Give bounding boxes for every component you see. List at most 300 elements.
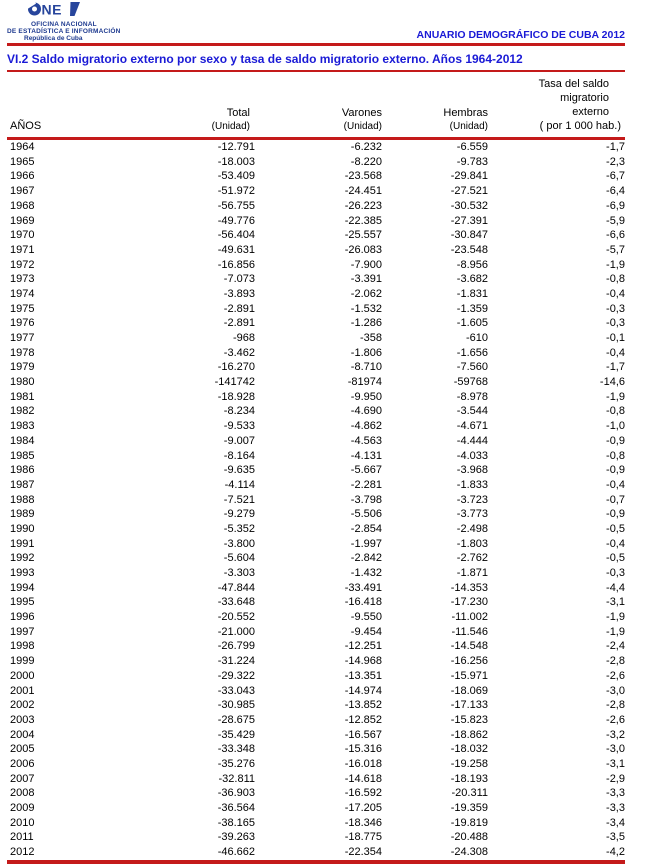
hembras-cell: -1.803 xyxy=(456,537,488,550)
varones-cell: -5.506 xyxy=(350,508,382,521)
tasa-cell: -0,9 xyxy=(606,434,625,447)
hembras-cell: -23.548 xyxy=(450,243,488,256)
hembras-cell: -18.193 xyxy=(450,772,488,785)
varones-cell: -13.351 xyxy=(344,669,382,682)
total-cell: -16.856 xyxy=(217,258,255,271)
varones-cell: -8.220 xyxy=(350,155,382,168)
total-cell: -4.114 xyxy=(224,478,255,491)
col-header-tasa-line3: externo xyxy=(572,106,609,119)
varones-cell: -24.451 xyxy=(344,185,382,198)
divider-bottom xyxy=(7,860,625,864)
varones-cell: -4.862 xyxy=(350,420,382,433)
varones-cell: -9.454 xyxy=(350,625,382,638)
varones-cell: -2.854 xyxy=(350,522,382,535)
tasa-cell: -0,4 xyxy=(606,537,625,550)
total-cell: -51.972 xyxy=(217,185,255,198)
table-row xyxy=(7,302,625,317)
hembras-cell: -20.488 xyxy=(450,831,488,844)
total-cell: -18.003 xyxy=(217,155,255,168)
tasa-cell: -0,4 xyxy=(606,287,625,300)
org-name-line2: DE ESTADÍSTICA E INFORMACIÓN xyxy=(7,28,121,36)
table-row xyxy=(7,537,625,552)
hembras-cell: -3.682 xyxy=(456,273,488,286)
varones-cell: -12.852 xyxy=(344,713,382,726)
org-name-line1: OFICINA NACIONAL xyxy=(31,21,97,28)
table-row xyxy=(7,786,625,801)
varones-cell: -1.286 xyxy=(350,317,382,330)
hembras-cell: -8.978 xyxy=(456,390,488,403)
table-row xyxy=(7,404,625,419)
tasa-cell: -1,9 xyxy=(606,390,625,403)
table-row xyxy=(7,258,625,273)
table-row xyxy=(7,199,625,214)
varones-cell: -26.223 xyxy=(344,199,382,212)
hembras-cell: -3.723 xyxy=(456,493,488,506)
varones-cell: -9.950 xyxy=(350,390,382,403)
year-cell: 2007 xyxy=(10,772,35,785)
total-cell: -141742 xyxy=(214,376,255,389)
total-cell: -33.043 xyxy=(217,684,255,697)
year-cell: 1983 xyxy=(10,420,35,433)
varones-cell: -9.550 xyxy=(350,611,382,624)
tasa-cell: -0,4 xyxy=(606,478,625,491)
table-row xyxy=(7,360,625,375)
total-cell: -7.073 xyxy=(223,273,255,286)
tasa-cell: -3,4 xyxy=(606,816,625,829)
total-cell: -9.635 xyxy=(223,464,255,477)
org-name-line3: República de Cuba xyxy=(24,35,83,43)
varones-cell: -12.251 xyxy=(344,640,382,653)
total-cell: -8.164 xyxy=(223,449,255,462)
total-cell: -35.429 xyxy=(217,728,255,741)
tasa-cell: -3,2 xyxy=(606,728,625,741)
total-cell: -21.000 xyxy=(217,625,255,638)
year-cell: 1967 xyxy=(10,185,35,198)
table-row xyxy=(7,654,625,669)
hembras-cell: -1.871 xyxy=(456,567,488,580)
total-cell: -9.279 xyxy=(223,508,255,521)
total-cell: -3.893 xyxy=(223,287,255,300)
total-cell: -9.533 xyxy=(223,420,255,433)
hembras-cell: -2.498 xyxy=(456,522,488,535)
total-cell: -30.985 xyxy=(217,699,255,712)
col-header-anos: AÑOS xyxy=(10,120,42,133)
table-row xyxy=(7,845,625,860)
tasa-cell: -0,3 xyxy=(606,302,625,315)
table-header xyxy=(7,72,625,137)
year-cell: 1998 xyxy=(10,640,35,653)
tasa-cell: -0,9 xyxy=(606,464,625,477)
total-cell: -28.675 xyxy=(217,713,255,726)
hembras-cell: -9.783 xyxy=(456,155,488,168)
col-header-tasa-unit: ( por 1 000 hab.) xyxy=(539,120,621,133)
year-cell: 2005 xyxy=(10,743,35,756)
total-cell: -56.404 xyxy=(217,229,255,242)
hembras-cell: -7.560 xyxy=(456,361,488,374)
masthead xyxy=(7,0,625,43)
varones-cell: -25.557 xyxy=(344,229,382,242)
total-cell: -5.352 xyxy=(223,522,255,535)
total-cell: -2.891 xyxy=(223,317,255,330)
varones-cell: -23.568 xyxy=(344,170,382,183)
tasa-cell: -0,3 xyxy=(606,317,625,330)
table-row xyxy=(7,228,625,243)
tasa-cell: -0,7 xyxy=(606,493,625,506)
tasa-cell: -14,6 xyxy=(599,376,625,389)
total-cell: -35.276 xyxy=(217,757,255,770)
varones-cell: -8.710 xyxy=(350,361,382,374)
varones-cell: -3.798 xyxy=(350,493,382,506)
table-row xyxy=(7,214,625,229)
col-header-hembras-unit: (Unidad) xyxy=(449,121,488,133)
col-header-varones xyxy=(255,106,382,133)
total-cell: -26.799 xyxy=(217,640,255,653)
total-cell: -31.224 xyxy=(217,655,255,668)
hembras-cell: -3.968 xyxy=(456,464,488,477)
hembras-cell: -30.847 xyxy=(450,229,488,242)
yearbook-title: ANUARIO DEMOGRÁFICO DE CUBA 2012 xyxy=(416,29,625,42)
year-cell: 1997 xyxy=(10,625,35,638)
tasa-cell: -5,7 xyxy=(606,243,625,256)
tasa-cell: -0,8 xyxy=(606,405,625,418)
total-cell: -20.552 xyxy=(217,611,255,624)
year-cell: 2006 xyxy=(10,757,35,770)
year-cell: 1987 xyxy=(10,478,35,491)
varones-cell: -14.618 xyxy=(344,772,382,785)
hembras-cell: -11.546 xyxy=(451,625,488,638)
year-cell: 2008 xyxy=(10,787,35,800)
hembras-cell: -18.069 xyxy=(450,684,488,697)
varones-cell: -1.806 xyxy=(350,346,382,359)
tasa-cell: -2,8 xyxy=(606,655,625,668)
varones-cell: -81974 xyxy=(347,376,382,389)
year-cell: 1973 xyxy=(10,273,35,286)
year-cell: 1988 xyxy=(10,493,35,506)
varones-cell: -17.205 xyxy=(344,802,382,815)
varones-cell: -14.968 xyxy=(344,655,382,668)
col-header-total-label: Total xyxy=(226,107,250,120)
hembras-cell: -24.308 xyxy=(450,846,488,859)
varones-cell: -6.232 xyxy=(350,141,382,154)
hembras-cell: -19.819 xyxy=(450,816,488,829)
table-body xyxy=(7,140,625,860)
tasa-cell: -0,4 xyxy=(606,346,625,359)
year-cell: 1980 xyxy=(10,376,35,389)
tasa-cell: -1,7 xyxy=(606,361,625,374)
table-row xyxy=(7,449,625,464)
hembras-cell: -19.359 xyxy=(450,802,488,815)
total-cell: -16.270 xyxy=(217,361,255,374)
table-row xyxy=(7,478,625,493)
table-row xyxy=(7,757,625,772)
varones-cell: -358 xyxy=(359,332,382,345)
total-cell: -49.631 xyxy=(217,243,255,256)
varones-cell: -2.062 xyxy=(350,287,382,300)
tasa-cell: -3,3 xyxy=(606,787,625,800)
hembras-cell: -59768 xyxy=(453,376,488,389)
year-cell: 2012 xyxy=(10,846,35,859)
hembras-cell: -16.256 xyxy=(450,655,488,668)
varones-cell: -18.346 xyxy=(344,816,382,829)
table-row xyxy=(7,728,625,743)
year-cell: 1964 xyxy=(10,141,35,154)
year-cell: 1979 xyxy=(10,361,35,374)
hembras-cell: -29.841 xyxy=(450,170,488,183)
varones-cell: -13.852 xyxy=(344,699,382,712)
onei-logo-icon xyxy=(28,2,121,21)
varones-cell: -18.775 xyxy=(344,831,382,844)
total-cell: -53.409 xyxy=(217,170,255,183)
hembras-cell: -1.605 xyxy=(456,317,488,330)
table-row xyxy=(7,375,625,390)
table-row xyxy=(7,742,625,757)
total-cell: -33.348 xyxy=(217,743,255,756)
year-cell: 1995 xyxy=(10,596,35,609)
tasa-cell: -6,4 xyxy=(606,185,625,198)
table-row xyxy=(7,522,625,537)
table-row xyxy=(7,184,625,199)
table-row xyxy=(7,551,625,566)
varones-cell: -16.567 xyxy=(344,728,382,741)
table-row xyxy=(7,669,625,684)
year-cell: 1984 xyxy=(10,434,35,447)
total-cell: -29.322 xyxy=(217,669,255,682)
year-cell: 2011 xyxy=(10,831,34,844)
varones-cell: -2.842 xyxy=(350,552,382,565)
year-cell: 1991 xyxy=(10,537,35,550)
year-cell: 1968 xyxy=(10,199,35,212)
tasa-cell: -6,9 xyxy=(606,199,625,212)
hembras-cell: -3.544 xyxy=(456,405,488,418)
table-row xyxy=(7,493,625,508)
hembras-cell: -2.762 xyxy=(456,552,488,565)
year-cell: 2004 xyxy=(10,728,35,741)
hembras-cell: -610 xyxy=(465,332,488,345)
year-cell: 1982 xyxy=(10,405,35,418)
tasa-cell: -2,8 xyxy=(606,699,625,712)
year-cell: 1985 xyxy=(10,449,35,462)
varones-cell: -15.316 xyxy=(344,743,382,756)
year-cell: 1970 xyxy=(10,229,35,242)
hembras-cell: -27.521 xyxy=(450,185,488,198)
year-cell: 1978 xyxy=(10,346,35,359)
year-cell: 1977 xyxy=(10,332,35,345)
table-row xyxy=(7,816,625,831)
hembras-cell: -8.956 xyxy=(456,258,488,271)
table-row xyxy=(7,639,625,654)
hembras-cell: -4.033 xyxy=(456,449,488,462)
year-cell: 1996 xyxy=(10,611,35,624)
col-header-tasa-line2: migratorio xyxy=(560,92,609,105)
total-cell: -38.165 xyxy=(217,816,255,829)
table-row xyxy=(7,698,625,713)
total-cell: -46.662 xyxy=(217,846,255,859)
table-row xyxy=(7,566,625,581)
year-cell: 1999 xyxy=(10,655,35,668)
tasa-cell: -1,0 xyxy=(606,420,625,433)
total-cell: -36.903 xyxy=(217,787,255,800)
tasa-cell: -1,9 xyxy=(606,625,625,638)
hembras-cell: -27.391 xyxy=(450,214,488,227)
tasa-cell: -0,3 xyxy=(606,567,625,580)
varones-cell: -1.997 xyxy=(350,537,382,550)
year-cell: 1972 xyxy=(10,258,35,271)
year-cell: 2000 xyxy=(10,669,35,682)
hembras-cell: -17.230 xyxy=(450,596,488,609)
year-cell: 1992 xyxy=(10,552,35,565)
year-cell: 1974 xyxy=(10,287,35,300)
tasa-cell: -0,9 xyxy=(606,508,625,521)
hembras-cell: -14.353 xyxy=(450,581,488,594)
col-header-varones-label: Varones xyxy=(341,107,382,120)
year-cell: 1990 xyxy=(10,522,35,535)
year-cell: 1976 xyxy=(10,317,35,330)
total-cell: -56.755 xyxy=(217,199,255,212)
total-cell: -3.303 xyxy=(223,567,255,580)
varones-cell: -1.432 xyxy=(350,567,382,580)
year-cell: 1986 xyxy=(10,464,35,477)
table-row xyxy=(7,419,625,434)
table-row xyxy=(7,801,625,816)
tasa-cell: -3,3 xyxy=(606,802,625,815)
svg-text:NE: NE xyxy=(41,2,62,16)
total-cell: -7.521 xyxy=(223,493,255,506)
year-cell: 1969 xyxy=(10,214,35,227)
varones-cell: -3.391 xyxy=(350,273,382,286)
varones-cell: -5.667 xyxy=(350,464,382,477)
col-header-varones-unit: (Unidad) xyxy=(343,121,382,133)
col-header-total xyxy=(147,106,255,133)
hembras-cell: -30.532 xyxy=(450,199,488,212)
year-cell: 1993 xyxy=(10,567,35,580)
hembras-cell: -6.559 xyxy=(456,141,488,154)
hembras-cell: -20.311 xyxy=(451,787,488,800)
varones-cell: -7.900 xyxy=(350,258,382,271)
tasa-cell: -1,7 xyxy=(606,141,625,154)
varones-cell: -22.354 xyxy=(344,846,382,859)
year-cell: 1975 xyxy=(10,302,35,315)
hembras-cell: -1.359 xyxy=(456,302,488,315)
table-row xyxy=(7,316,625,331)
total-cell: -9.007 xyxy=(223,434,255,447)
table-row xyxy=(7,713,625,728)
varones-cell: -26.083 xyxy=(344,243,382,256)
year-cell: 2002 xyxy=(10,699,35,712)
total-cell: -12.791 xyxy=(217,141,255,154)
table-row xyxy=(7,287,625,302)
varones-cell: -4.690 xyxy=(350,405,382,418)
total-cell: -32.811 xyxy=(218,772,255,785)
table-row xyxy=(7,140,625,155)
hembras-cell: -18.862 xyxy=(450,728,488,741)
total-cell: -968 xyxy=(232,332,255,345)
onei-logo-block xyxy=(7,2,121,43)
tasa-cell: -0,8 xyxy=(606,273,625,286)
tasa-cell: -3,5 xyxy=(606,831,625,844)
total-cell: -8.234 xyxy=(223,405,255,418)
hembras-cell: -11.002 xyxy=(451,611,488,624)
tasa-cell: -2,6 xyxy=(606,713,625,726)
tasa-cell: -1,9 xyxy=(606,611,625,624)
total-cell: -49.776 xyxy=(217,214,255,227)
table-row xyxy=(7,463,625,478)
varones-cell: -2.281 xyxy=(350,478,382,491)
tasa-cell: -0,5 xyxy=(606,522,625,535)
hembras-cell: -3.773 xyxy=(456,508,488,521)
total-cell: -36.564 xyxy=(217,802,255,815)
tasa-cell: -4,4 xyxy=(606,581,625,594)
varones-cell: -14.974 xyxy=(344,684,382,697)
table-row xyxy=(7,169,625,184)
table-row xyxy=(7,830,625,845)
table-row xyxy=(7,610,625,625)
table-row xyxy=(7,243,625,258)
year-cell: 1989 xyxy=(10,508,35,521)
tasa-cell: -6,6 xyxy=(606,229,625,242)
tasa-cell: -2,3 xyxy=(606,155,625,168)
page-title: VI.2 Saldo migratorio externo por sexo y tasa de saldo migratorio externo. Años 1964-2012 xyxy=(7,52,523,67)
hembras-cell: -14.548 xyxy=(450,640,488,653)
total-cell: -18.928 xyxy=(217,390,255,403)
hembras-cell: -18.032 xyxy=(450,743,488,756)
tasa-cell: -0,5 xyxy=(606,552,625,565)
total-cell: -3.462 xyxy=(223,346,255,359)
tasa-cell: -2,9 xyxy=(606,772,625,785)
col-header-total-unit: (Unidad) xyxy=(211,121,250,133)
table-row xyxy=(7,507,625,522)
year-cell: 1966 xyxy=(10,170,35,183)
hembras-cell: -1.833 xyxy=(456,478,488,491)
varones-cell: -1.532 xyxy=(350,302,382,315)
total-cell: -33.648 xyxy=(217,596,255,609)
year-cell: 1971 xyxy=(10,243,35,256)
table-row xyxy=(7,155,625,170)
col-header-tasa-line1: Tasa del saldo xyxy=(538,78,609,91)
hembras-cell: -15.971 xyxy=(450,669,488,682)
table-row xyxy=(7,331,625,346)
table-row xyxy=(7,390,625,405)
tasa-cell: -6,7 xyxy=(606,170,625,183)
table-row xyxy=(7,625,625,640)
hembras-cell: -4.444 xyxy=(456,434,488,447)
tasa-cell: -0,8 xyxy=(606,449,625,462)
col-header-hembras-label: Hembras xyxy=(443,107,488,120)
hembras-cell: -17.133 xyxy=(450,699,488,712)
table-row xyxy=(7,581,625,596)
total-cell: -2.891 xyxy=(223,302,255,315)
year-cell: 2009 xyxy=(10,802,35,815)
year-cell: 2001 xyxy=(10,684,35,697)
year-cell: 1981 xyxy=(10,390,35,403)
varones-cell: -16.592 xyxy=(344,787,382,800)
tasa-cell: -5,9 xyxy=(606,214,625,227)
total-cell: -3.800 xyxy=(223,537,255,550)
table-row xyxy=(7,434,625,449)
tasa-cell: -4,2 xyxy=(606,846,625,859)
hembras-cell: -1.656 xyxy=(456,346,488,359)
col-header-hembras xyxy=(382,106,488,133)
hembras-cell: -19.258 xyxy=(450,757,488,770)
tasa-cell: -3,1 xyxy=(606,757,625,770)
year-cell: 2003 xyxy=(10,713,35,726)
tasa-cell: -2,4 xyxy=(606,640,625,653)
total-cell: -39.263 xyxy=(217,831,255,844)
tasa-cell: -0,1 xyxy=(606,332,625,345)
table-row xyxy=(7,772,625,787)
tasa-cell: -1,9 xyxy=(606,258,625,271)
total-cell: -47.844 xyxy=(217,581,255,594)
table-row xyxy=(7,272,625,287)
